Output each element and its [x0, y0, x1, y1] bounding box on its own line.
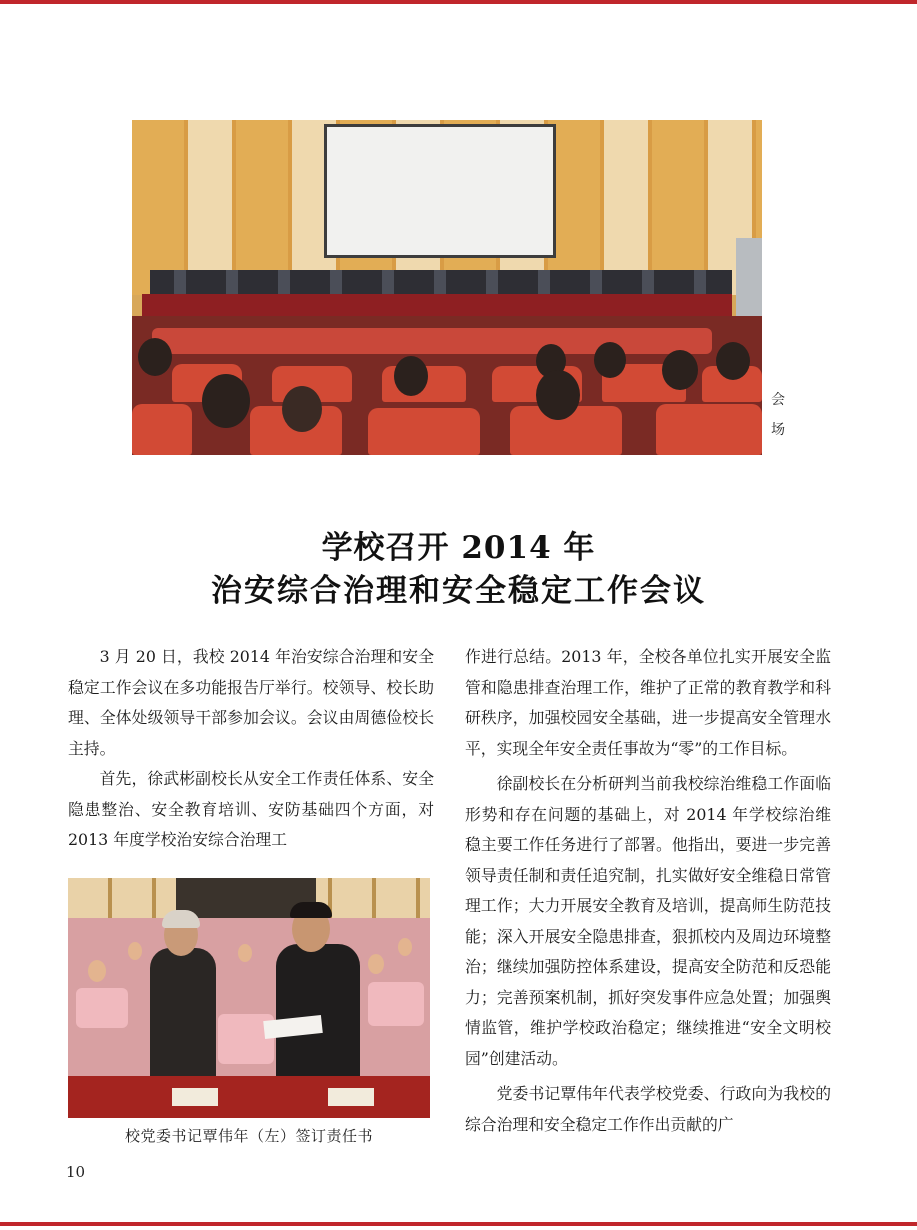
paragraph: 首先，徐武彬副校长从安全工作责任体系、安全隐患整治、安全教育培训、安防基础四个方面，对 2013 年度学校治安综合治理工 [68, 769, 434, 849]
audience-area [132, 316, 762, 455]
name-plate [328, 1088, 374, 1106]
article-title-line-1: 学校召开 2014 年 [321, 530, 596, 566]
audience-head [594, 342, 626, 378]
audience-head [202, 374, 250, 428]
face [128, 942, 142, 960]
projection-screen [324, 124, 556, 258]
audience-head [536, 370, 580, 420]
face [88, 960, 106, 982]
signing-photo-caption: 校党委书记覃伟年（左）签订责任书 [124, 1127, 373, 1145]
paragraph: 3 月 20 日，我校 2014 年治安综合治理和安全稳定工作会议在多功能报告厅举行。校领导、校长助理、全体处级领导干部参加会议。会议由周德俭校长主持。 [68, 647, 434, 758]
chair [76, 988, 128, 1028]
chair [368, 982, 424, 1026]
seat [368, 408, 480, 455]
page-number: 10 [66, 1163, 86, 1181]
top-rule [0, 0, 917, 4]
bottom-rule [0, 1222, 917, 1226]
hall-photo-caption [768, 385, 788, 445]
caption-char: 会 [771, 392, 785, 408]
paragraph-continued: 作进行总结。2013 年，全校各单位扎实开展安全监管和隐患排查治理工作，维护了正常的教育教学和科研秩序，加强校园安全基础，进一步提高安全管理水平，实现全年安全责任事故为“零”的工作目标。 [465, 647, 831, 758]
person-left-hair [162, 910, 200, 928]
audience-head [394, 356, 428, 396]
seat-row [152, 328, 712, 354]
face [238, 944, 252, 962]
person-left [150, 948, 216, 1078]
audience-head [282, 386, 322, 432]
face [398, 938, 412, 956]
podium-table [142, 294, 732, 316]
paragraph: 党委书记覃伟年代表学校党委、行政向为我校的综合治理和安全稳定工作作出贡献的广 [465, 1084, 831, 1134]
seat [132, 404, 192, 455]
left-column [68, 642, 434, 856]
name-plate [172, 1088, 218, 1106]
photo-audience [68, 918, 430, 1078]
person-right-hair [290, 902, 332, 918]
caption-char: 场 [771, 422, 785, 438]
person-right [276, 944, 360, 1078]
front-table [68, 1076, 430, 1118]
paragraph: 徐副校长在分析研判当前我校综治维稳工作面临形势和存在问题的基础上，对 2014 年学校综治维稳主要工作任务进行了部署。他指出，要进一步完善领导责任制和责任追究制，扎实做好安全维稳日常管理工作；大力开展安全教育及培训，提高师生防范技能；深入开展安全隐患排查，狠抓校内及周边环境整治；继续加强防控体系建设，提高安全防范和反恐能力；完善预案机制，抓好突发事件应急处置；加强舆情监管，维护学校政治稳定；继续推进“安全文明校园”创建活动。 [465, 774, 831, 1068]
hall-doorway [736, 238, 762, 318]
signing-photo [68, 878, 430, 1118]
seat [656, 404, 762, 455]
audience-head [716, 342, 750, 380]
audience-head [662, 350, 698, 390]
right-column [465, 642, 831, 1140]
conference-hall-photo [132, 120, 762, 455]
face [368, 954, 384, 974]
article-title-line-2: 治安综合治理和安全稳定工作会议 [211, 573, 706, 609]
audience-head [138, 338, 172, 376]
